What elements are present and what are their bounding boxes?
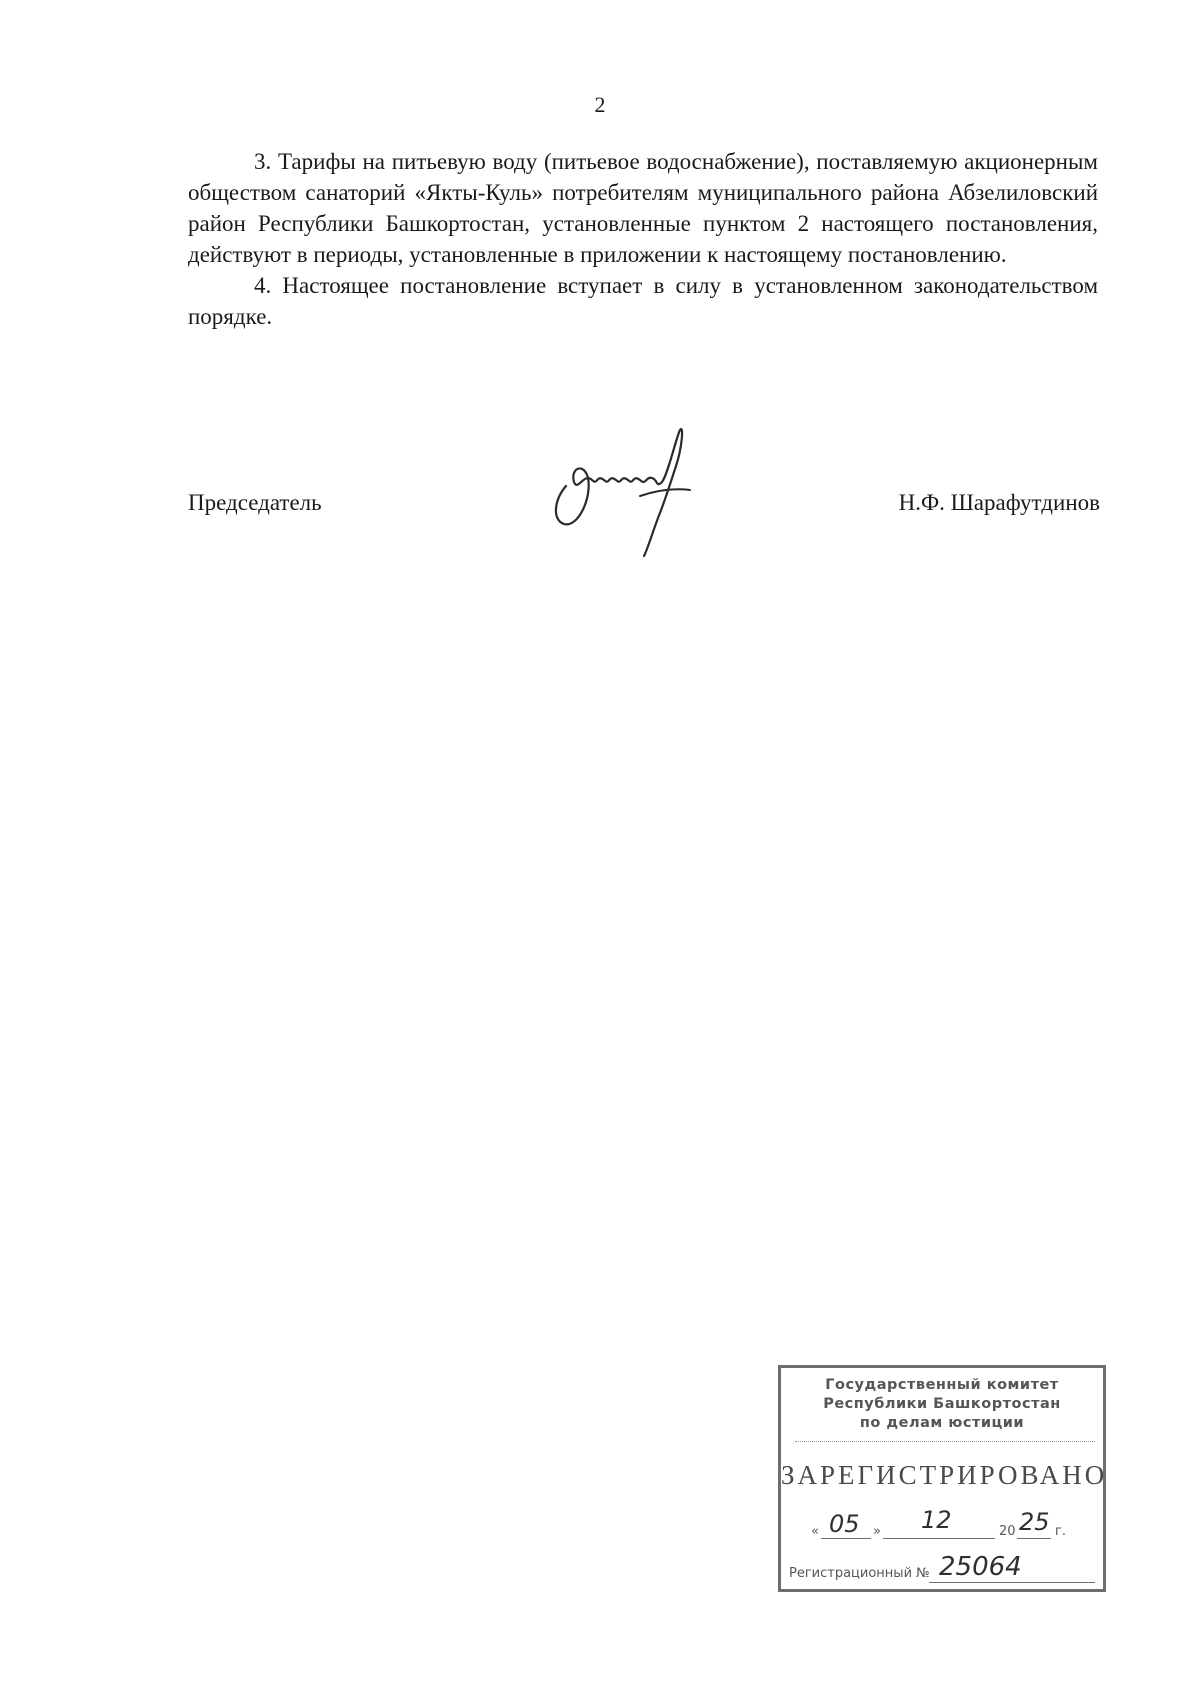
page-number: 2 — [594, 92, 606, 117]
stamp-divider — [795, 1441, 1095, 1442]
day-underline — [821, 1538, 871, 1539]
registration-label: Регистрационный № — [789, 1566, 930, 1581]
registration-number: 25064 — [939, 1552, 1022, 1582]
date-month: 12 — [921, 1506, 952, 1534]
stamp-org-line: по делам юстиции — [859, 1415, 1025, 1431]
stamp-date — [811, 1506, 1091, 1544]
date-year: 25 — [1019, 1508, 1050, 1536]
date-close-quote: » — [873, 1524, 881, 1539]
stamp-title: ЗАРЕГИСТРИРОВАНО — [781, 1460, 1108, 1490]
date-day: 05 — [829, 1510, 860, 1538]
month-underline — [883, 1538, 995, 1539]
date-open-quote: « — [811, 1524, 819, 1539]
registration-stamp — [778, 1365, 1106, 1592]
stamp-registration — [789, 1552, 1101, 1586]
signatory-name: Н.Ф. Шарафутдинов — [898, 490, 1100, 515]
stamp-org-line: Республики Башкортостан — [823, 1396, 1061, 1412]
document-body — [188, 146, 1098, 332]
handwritten-signature — [548, 428, 698, 558]
paragraph-3: 3. Тарифы на питьевую воду (питьевое водоснабжение), поставляемую акционерным обществом санаторий «Якты-Куль» потребителям муниципального района Абзелиловский район Республики Башкортостан, установленные пунктом 2 настоящего постановления, действуют в периоды, установленные в приложении к настоящему постановлению. — [188, 149, 1098, 267]
date-year-prefix: 20 — [999, 1524, 1016, 1539]
date-suffix: г. — [1055, 1524, 1066, 1539]
signatory-role: Председатель — [188, 490, 322, 515]
stamp-org-line: Государственный комитет — [825, 1377, 1059, 1393]
year-underline — [1017, 1538, 1051, 1539]
registration-underline — [929, 1582, 1095, 1583]
paragraph-4: 4. Настоящее постановление вступает в силу в установленном законодательством порядке. — [188, 273, 1098, 329]
stamp-organization — [781, 1376, 1103, 1433]
